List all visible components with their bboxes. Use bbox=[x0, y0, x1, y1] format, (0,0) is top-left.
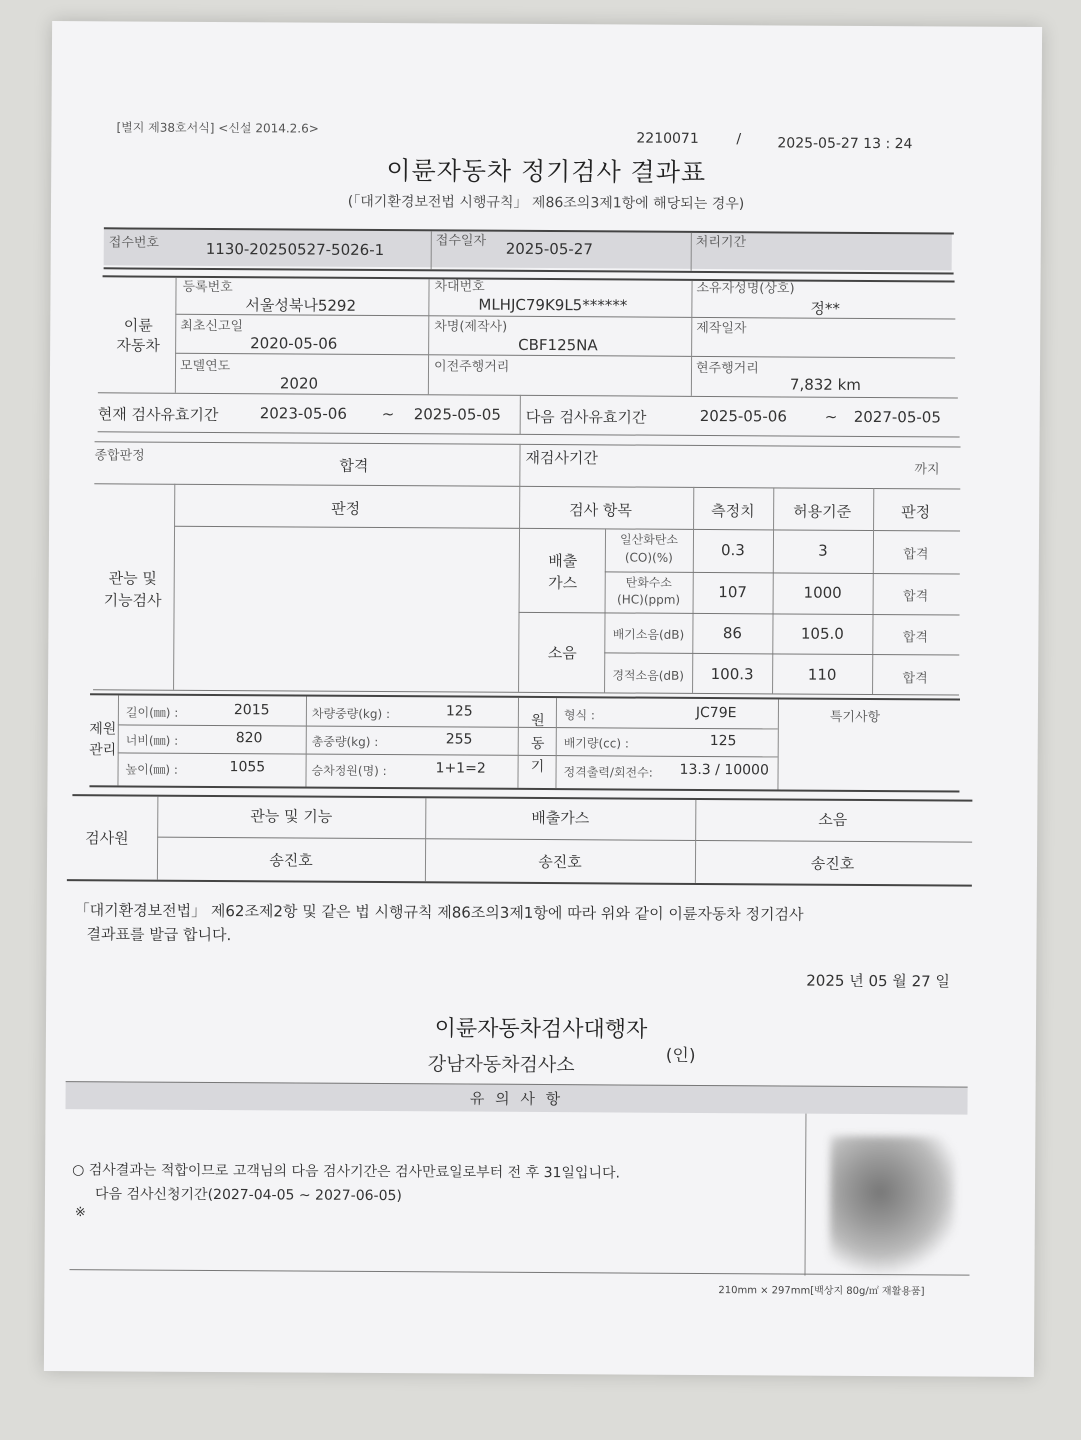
height-label: 높이(㎜) : bbox=[125, 762, 179, 777]
vin-value: MLHJC79K9L5****** bbox=[478, 295, 628, 315]
manufacture-date-label: 제작일자 bbox=[696, 320, 747, 337]
statement-line-1: 「대기환경보전법」 제62조제2항 및 같은 법 시행규칙 제86조의3제1항에 따라 위와 같이 이륜자동차 정기검사 bbox=[74, 901, 804, 924]
notes-line-1: ○ 검사결과는 적합이므로 고객님의 다음 검사기간은 검사만료일로부터 전 후 31일입니다. bbox=[72, 1162, 621, 1182]
power-value: 13.3 / 10000 bbox=[679, 761, 769, 779]
next-validity-to: 2027-05-05 bbox=[853, 407, 941, 427]
allowed-value: 105.0 bbox=[800, 624, 844, 643]
paper-spec: 210mm × 297mm[백상지 80g/㎡ 재활용품] bbox=[718, 1285, 925, 1298]
form-number: [별지 제38호서식] <신설 2014.2.6> bbox=[116, 120, 319, 136]
issue-date: 2025 년 05 월 27 일 bbox=[806, 971, 951, 991]
result-value: 합격 bbox=[902, 630, 928, 646]
measured-value: 100.3 bbox=[710, 665, 754, 684]
header-separator: / bbox=[736, 131, 742, 148]
document-datetime: 2025-05-27 13 : 24 bbox=[777, 135, 913, 153]
redacted-stamp bbox=[829, 1136, 955, 1277]
current-validity-from: 2023-05-06 bbox=[259, 404, 347, 423]
engine-label-3: 기 bbox=[530, 758, 545, 776]
current-validity-tilde: ~ bbox=[381, 405, 395, 424]
measured-value: 107 bbox=[718, 583, 748, 602]
document-title: 이륜자동차 정기검사 결과표 bbox=[386, 156, 707, 187]
measured-value: 86 bbox=[722, 624, 743, 643]
reception-number-value: 1130-20250527-5026-1 bbox=[205, 239, 385, 260]
noise-inspector-name: 송진호 bbox=[810, 854, 855, 873]
inspectors-label: 검사원 bbox=[85, 829, 129, 848]
functional-test-label-2: 기능검사 bbox=[103, 591, 162, 610]
reception-date-label: 접수일자 bbox=[435, 233, 487, 249]
owner-label: 소유자성명(상호) bbox=[696, 280, 795, 297]
functional-judgement-header: 판정 bbox=[331, 499, 361, 518]
engine-type-value: JC79E bbox=[695, 704, 737, 722]
inspection-items-header: 검사 항목 bbox=[569, 501, 632, 520]
document-subtitle: (「대기환경보전법 시행규칙」 제86조의3제1항에 해당되는 경우) bbox=[347, 193, 745, 213]
item-name: 탄화수소 bbox=[625, 575, 672, 590]
current-validity-label: 현재 검사유효기간 bbox=[97, 405, 219, 425]
functional-inspector-header: 관능 및 기능 bbox=[250, 807, 333, 826]
current-mileage-label: 현주행거리 bbox=[695, 360, 759, 377]
allowed-header: 허용기준 bbox=[793, 502, 852, 521]
result-value: 합격 bbox=[903, 547, 929, 563]
functional-inspector-name: 송진호 bbox=[269, 851, 313, 870]
overall-judgement-label: 종합판정 bbox=[94, 448, 145, 464]
noise-label: 소음 bbox=[547, 644, 577, 663]
allowed-value: 3 bbox=[818, 541, 828, 560]
model-name-value: CBF125NA bbox=[518, 335, 598, 355]
reinspection-period-label: 재검사기간 bbox=[525, 448, 598, 468]
capacity-label: 승차정원(명) : bbox=[311, 763, 387, 779]
previous-mileage-label: 이전주행거리 bbox=[433, 359, 510, 375]
engine-type-label: 형식 : bbox=[563, 708, 595, 723]
first-registration-value: 2020-05-06 bbox=[250, 334, 338, 353]
allowed-value: 110 bbox=[807, 665, 837, 684]
emission-label-1: 배출 bbox=[548, 552, 578, 571]
specs-label-1: 제원 bbox=[89, 721, 117, 738]
capacity-value: 1+1=2 bbox=[435, 760, 486, 777]
height-value: 1055 bbox=[229, 759, 266, 776]
special-notes-label: 특기사항 bbox=[829, 709, 881, 726]
functional-test-label-1: 관능 및 bbox=[108, 569, 157, 588]
inspection-document bbox=[44, 21, 1042, 1377]
reception-date-value: 2025-05-27 bbox=[505, 239, 593, 259]
displacement-label: 배기량(cc) : bbox=[563, 736, 629, 751]
measured-value: 0.3 bbox=[720, 541, 745, 560]
measured-header: 측정치 bbox=[711, 502, 755, 521]
reg-number-value: 서울성북나5292 bbox=[245, 296, 357, 315]
agency-title: 이륜자동차검사대행자 bbox=[434, 1016, 648, 1043]
engine-label-1: 원 bbox=[531, 712, 545, 730]
reinspection-until: 까지 bbox=[914, 462, 940, 478]
document-id: 2210071 bbox=[636, 130, 699, 147]
length-value: 2015 bbox=[233, 702, 270, 719]
item-unit: (CO)(%) bbox=[624, 550, 673, 565]
gross-weight-value: 255 bbox=[445, 731, 473, 748]
current-mileage-value: 7,832 km bbox=[789, 375, 861, 394]
seal-mark: (인) bbox=[665, 1045, 696, 1066]
item-unit: (HC)(ppm) bbox=[617, 592, 681, 607]
noise-inspector-header: 소음 bbox=[818, 810, 848, 829]
agency-name: 강남자동차검사소 bbox=[427, 1053, 575, 1077]
current-validity-to: 2025-05-05 bbox=[413, 405, 501, 424]
model-name-label: 차명(제작사) bbox=[434, 319, 508, 335]
allowed-value: 1000 bbox=[803, 583, 842, 602]
item-name: 경적소음(dB) bbox=[612, 668, 684, 683]
result-value: 합격 bbox=[902, 671, 928, 687]
item-name: 일산화탄소 bbox=[619, 532, 679, 547]
processing-period-label: 처리기간 bbox=[695, 234, 747, 251]
first-registration-label: 최초신고일 bbox=[180, 318, 244, 335]
specs-label-2: 관리 bbox=[89, 742, 117, 759]
statement-line-2: 결과표를 발급 합니다. bbox=[86, 925, 232, 945]
notes-line-2: 다음 검사신청기간(2027-04-05 ~ 2027-06-05) bbox=[94, 1186, 402, 1205]
notes-mark: ※ bbox=[74, 1205, 86, 1221]
engine-label-2: 동 bbox=[530, 735, 545, 753]
reception-number-label: 접수번호 bbox=[108, 235, 160, 251]
gross-weight-label: 총중량(kg) : bbox=[311, 734, 379, 749]
width-value: 820 bbox=[235, 730, 263, 747]
emission-label-2: 가스 bbox=[548, 574, 578, 593]
length-label: 길이(㎜) : bbox=[125, 705, 179, 720]
next-validity-tilde: ~ bbox=[824, 407, 838, 426]
next-validity-label: 다음 검사유효기간 bbox=[525, 407, 647, 427]
curb-weight-value: 125 bbox=[445, 703, 473, 720]
item-name: 배기소음(dB) bbox=[612, 627, 685, 642]
result-header: 판정 bbox=[901, 503, 931, 522]
curb-weight-label: 차량중량(kg) : bbox=[311, 706, 391, 722]
model-year-label: 모델연도 bbox=[179, 358, 231, 375]
model-year-value: 2020 bbox=[279, 374, 319, 393]
notes-title: 유 의 사 항 bbox=[469, 1089, 564, 1109]
width-label: 너비(㎜) : bbox=[125, 733, 179, 748]
overall-judgement-value: 합격 bbox=[339, 456, 369, 475]
emission-inspector-name: 송진호 bbox=[538, 852, 582, 872]
result-value: 합격 bbox=[903, 589, 929, 605]
power-label: 정격출력/회전수: bbox=[563, 765, 653, 780]
vin-label: 차대번호 bbox=[434, 279, 485, 295]
vehicle-section-label-2: 자동차 bbox=[116, 336, 160, 355]
vehicle-section-label-1: 이륜 bbox=[123, 316, 153, 335]
displacement-value: 125 bbox=[709, 733, 737, 750]
emission-inspector-header: 배출가스 bbox=[531, 808, 590, 828]
next-validity-from: 2025-05-06 bbox=[699, 406, 787, 426]
owner-value: 정** bbox=[810, 299, 840, 318]
reg-number-label: 등록번호 bbox=[182, 279, 233, 296]
